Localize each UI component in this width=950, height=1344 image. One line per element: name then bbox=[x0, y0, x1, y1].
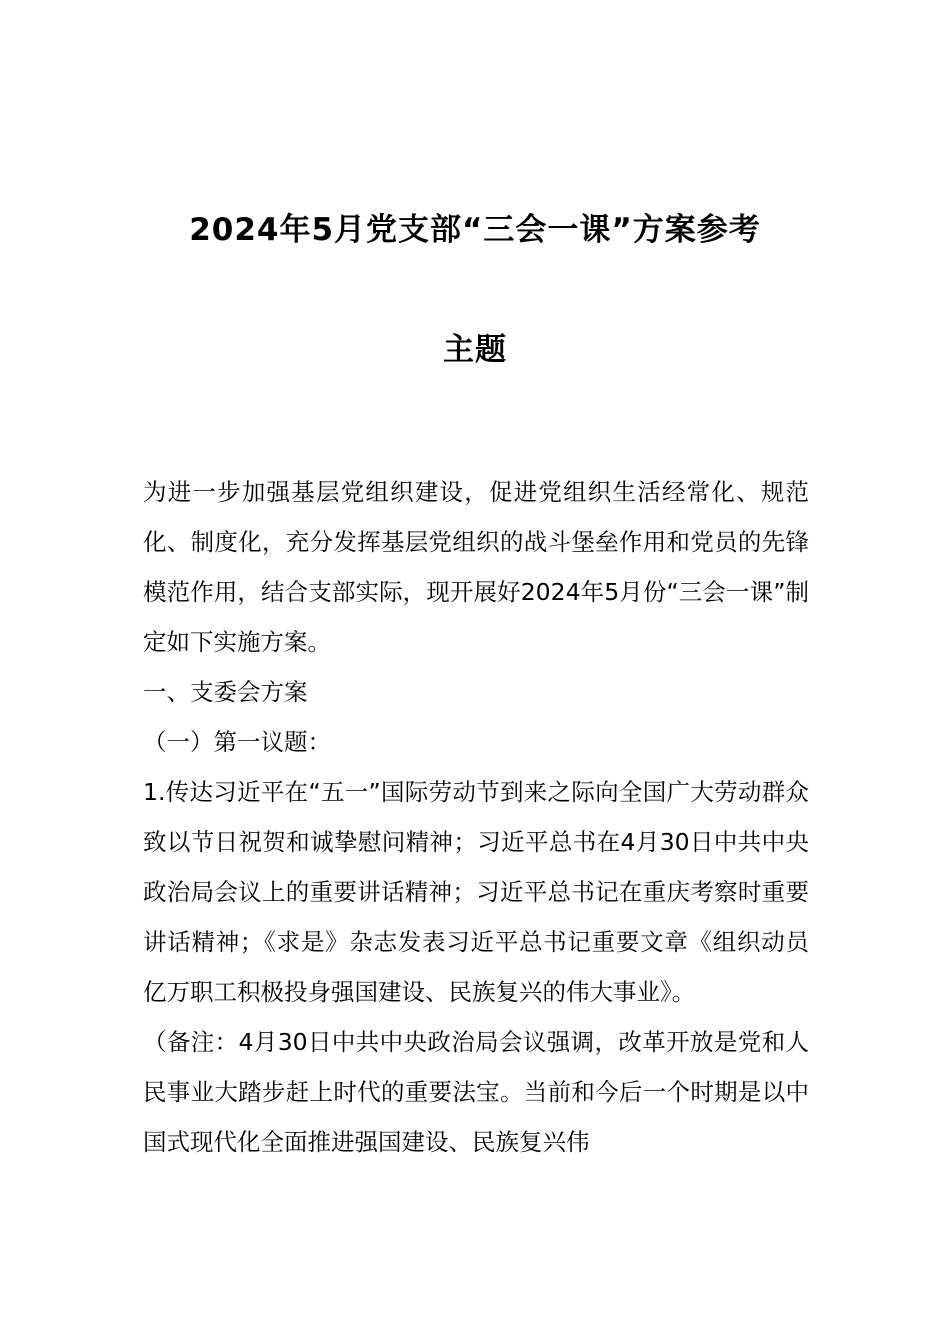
intro-paragraph: 为进一步加强基层党组织建设，促进党组织生活经常化、规范化、制度化，充分发挥基层党组织的战斗堡垒作用和党员的先锋模范作用，结合支部实际，现开展好2024年5月份“三会一课”制定如下实施方案。 bbox=[143, 478, 809, 656]
subsection-heading: （一）第一议题： bbox=[143, 728, 331, 756]
agenda-item-paragraph: 1.传达习近平在“五一”国际劳动节到来之际向全国广大劳动群众致以节日祝贺和诚挚慰问精神；习近平总书在4月30日中共中央政治局会议上的重要讲话精神；习近平总书记在重庆考察时重要讲话精神；《求是》杂志发表习近平总书记重要文章《组织动员亿万职工积极投身强国建设、民族复兴的伟大事业》。 bbox=[143, 778, 809, 1006]
note-paragraph: （备注：4月30日中共中央政治局会议强调，改革开放是党和人民事业大踏步赶上时代的重要法宝。当前和今后一个时期是以中国式现代化全面推进强国建设、民族复兴伟 bbox=[143, 1028, 809, 1156]
section-heading: 一、支委会方案 bbox=[143, 678, 308, 706]
document-title-line-2: 主题 bbox=[443, 332, 507, 368]
document-title-line-1: 2024年5月党支部“三会一课”方案参考 bbox=[189, 212, 761, 248]
document-body bbox=[143, 467, 809, 1167]
